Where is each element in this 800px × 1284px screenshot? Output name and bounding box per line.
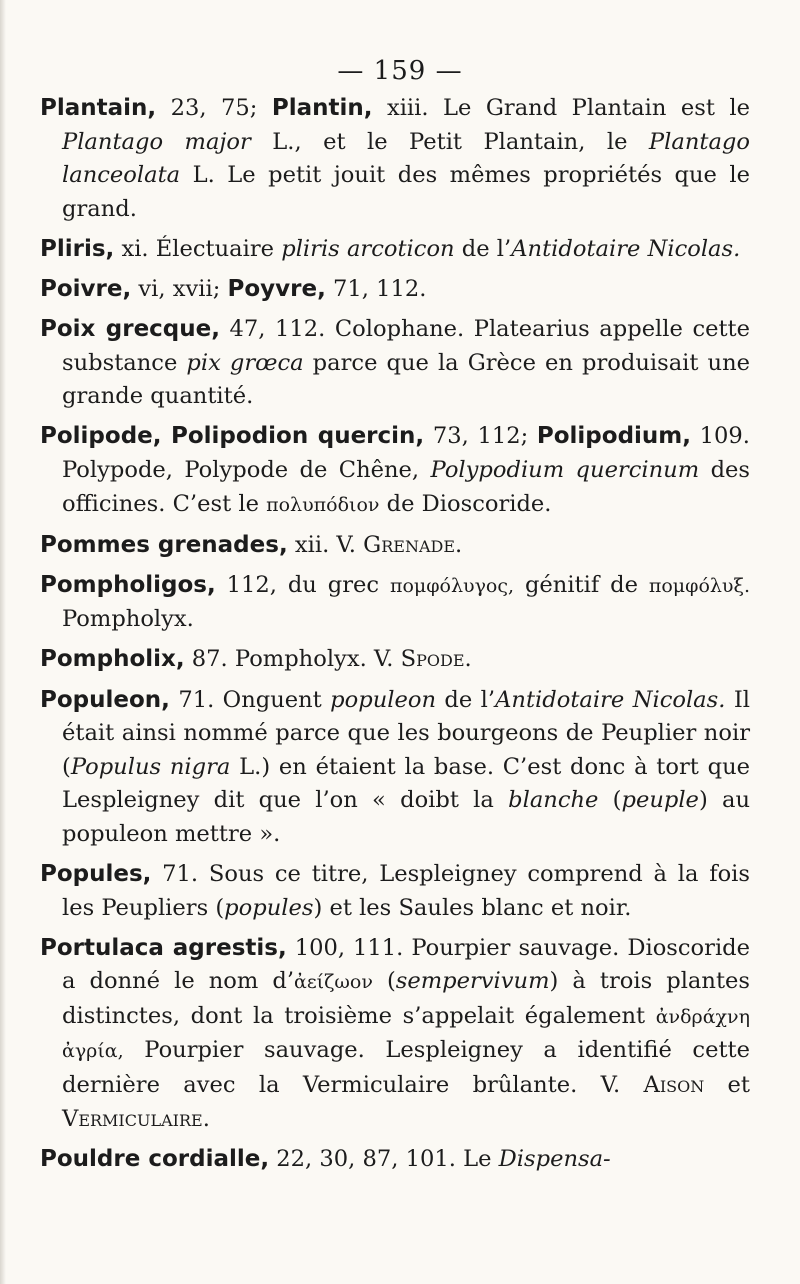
greek-word: πομφόλυξ. [648,574,750,597]
headword: Portulaca agrestis, [40,934,287,961]
entry-polipode: Polipode, Polipodion quercin, 73, 112; Polipodium, 109. Polypode, Polypode de Chêne, Polypodium quercinum des officines. C’est le πολυπόδιον de Dioscoride. [40,423,750,517]
greek-word: πολυπόδιον [266,493,380,516]
cross-reference: Grenade. [363,531,463,558]
greek-word: ἀνδράχνη ἀγρία, [62,1005,750,1063]
headword: Pliris, [40,235,115,262]
page-number: — 159 — [337,56,463,86]
glossary-text [40,92,750,1183]
headword: Poivre, [40,275,132,302]
cross-reference: Vermiculaire. [62,1105,210,1132]
headword: Populeon, [40,686,170,713]
entry-pouldre-cordialle: Pouldre cordialle, 22, 30, 87, 101. Le Dispensa- [40,1145,611,1172]
entry-portulaca-agrestis: Portulaca agrestis, 100, 111. Pourpier sauvage. Dioscoride a donné le nom d’ἀείζωον (sempervivum) à trois plantes distinctes, dont la troisième s’appelait également ἀνδράχνη ἀγρία, Pourpier sauvage. Lespleigney a identifié cette dernière avec la Vermiculaire brûlante. V. Aison et Vermiculaire. [40,934,751,1132]
headword: Poyvre, [227,275,326,302]
entry-pompholix: Pompholix, 87. Pompholyx. V. Spode. [40,646,472,673]
cross-reference: Spode. [400,646,472,673]
entry-pompholigos: Pompholigos, 112, du grec πομφόλυγος, génitif de πομφόλυξ. Pompholyx. [40,571,750,633]
greek-word: πομφόλυγος, [389,574,515,597]
entry-pliris: Pliris, xi. Électuaire pliris arcoticon de l’Antidotaire Nicolas. [40,235,741,262]
headword: Pouldre cordialle, [40,1145,270,1172]
entry-populeon: Populeon, 71. Onguent populeon de l’Antidotaire Nicolas. Il était ainsi nommé parce que les bourgeons de Peuplier noir (Populus nigra L.) en étaient la base. C’est donc à tort que Lespleigney dit que l’on « doibt la blanche (peuple) au populeon mettre ». [40,686,751,847]
entry-popules: Popules, 71. Sous ce titre, Lespleigney comprend à la fois les Peupliers (popules) et les Saules blanc et noir. [40,860,750,921]
headword: Pommes grenades, [40,531,288,558]
headword: Pompholigos, [40,571,216,598]
headword: Plantin, [271,95,373,121]
headword: Plantain, [40,95,157,121]
page-edge-shadow [0,0,6,1284]
cross-reference: Aison [643,1072,705,1099]
entry-poix-grecque: Poix grecque, 47, 112. Colophane. Platearius appelle cette substance pix grœca parce que la Grèce en produisait une grande quantité. [40,316,751,410]
entry-poivre: Poivre, vi, xvii; Poyvre, 71, 112. [40,275,427,302]
headword: Pompholix, [40,646,185,673]
headword: Popules, [40,860,152,887]
entry-pommes-grenades: Pommes grenades, xii. V. Grenade. [40,531,463,558]
headword: Polipode, Polipodion quercin, [40,423,425,450]
greek-word: ἀείζωον [294,971,373,994]
entry-plantain: Plantain, 23, 75; Plantin, xiii. Le Grand Plantain est le Plantago major L., et le Petit Plantain, le Plantago lanceolata L. Le petit jouit des mêmes propriétés que le grand. [40,95,751,222]
headword: Polipodium, [536,423,691,450]
headword: Poix grecque, [40,316,220,343]
